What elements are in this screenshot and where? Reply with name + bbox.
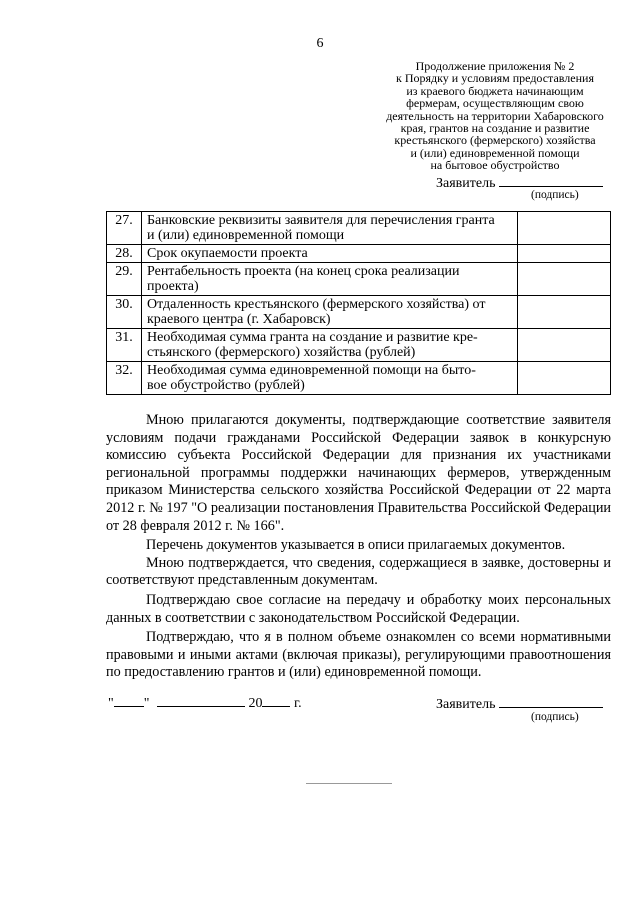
paragraph-acknowledgement: Подтверждаю, что я в полном объеме ознакомлен со всеми нормативными правовыми и иными актами (включая приказы), регулирующими правоотношения по предоставлению грантов и (или) единовременной помощи. <box>106 629 611 681</box>
day-field[interactable] <box>114 693 144 707</box>
row-value-cell[interactable] <box>518 245 611 263</box>
paragraph-documents: Мною прилагаются документы, подтверждающие соответствие заявителя условиям подачи гражданами Российской Федерации заявок в конкурсную комиссию субъекта Российской Федерации для признания их участниками региональной программы поддержки начинающих фермеров, утвержденным приказом Министерства сельского хозяйства Российской Федерации от 22 марта 2012 г. № 197 "О реализации постановления Правительства Российской Федерации от 28 февраля 2012 г. № 166". <box>106 412 611 534</box>
applicant-label: Заявитель <box>436 697 496 712</box>
signature-caption: (подпись) <box>531 189 579 201</box>
table-row <box>107 212 611 245</box>
row-number: 31. <box>107 329 142 362</box>
row-label: Срок окупаемости проекта <box>142 245 518 263</box>
applicant-signature-bottom <box>436 693 603 713</box>
year-field[interactable] <box>262 693 290 707</box>
appendix-line: и (или) единовременной помощи <box>410 145 580 160</box>
table-row <box>107 296 611 329</box>
row-value-cell[interactable] <box>518 212 611 245</box>
row-value-cell[interactable] <box>518 296 611 329</box>
signature-field[interactable] <box>499 172 603 187</box>
table-row <box>107 263 611 296</box>
date-line: " " 20 г. <box>108 693 302 712</box>
end-divider <box>306 783 392 784</box>
row-label: Необходимая сумма единовременной помощи на быто- вое обустройство (рублей) <box>142 362 518 395</box>
row-label: Отдаленность крестьянского (фермерского хозяйства) от краевого центра (г. Хабаровск) <box>142 296 518 329</box>
page-number: 6 <box>316 36 324 51</box>
table-row <box>107 362 611 395</box>
row-number: 29. <box>107 263 142 296</box>
row-value-cell[interactable] <box>518 263 611 296</box>
appendix-line: крестьянского (фермерского) хозяйства <box>394 133 596 148</box>
appendix-line: края, грантов на создание и развитие <box>400 121 590 136</box>
table-row <box>107 245 611 263</box>
row-label: Рентабельность проекта (на конец срока реализации проекта) <box>142 263 518 296</box>
row-label: Необходимая сумма гранта на создание и развитие кре- стьянского (фермерского) хозяйства (рублей) <box>142 329 518 362</box>
paragraph-accuracy: Мною подтверждается, что сведения, содержащиеся в заявке, достоверны и соответствуют представленным документам. <box>106 554 611 589</box>
appendix-line: Продолжение приложения № 2 <box>415 59 575 73</box>
row-number: 32. <box>107 362 142 395</box>
row-value-cell[interactable] <box>518 362 611 395</box>
appendix-header <box>370 60 620 172</box>
paragraph-inventory: Перечень документов указывается в описи прилагаемых документов. <box>146 537 566 554</box>
appendix-line: фермерам, осуществляющим свою <box>406 96 584 111</box>
row-label: Банковские реквизиты заявителя для перечисления гранта и (или) единовременной помощи <box>142 212 518 245</box>
row-number: 30. <box>107 296 142 329</box>
signature-field[interactable] <box>499 693 603 708</box>
appendix-line: деятельность на территории Хабаровского <box>386 108 604 123</box>
paragraph-consent: Подтверждаю свое согласие на передачу и обработку моих персональных данных в соответствии с законодательством Российской Федерации. <box>106 591 611 626</box>
requisites-table <box>106 211 611 395</box>
row-value-cell[interactable] <box>518 329 611 362</box>
applicant-label: Заявитель <box>436 176 496 191</box>
row-number: 28. <box>107 245 142 263</box>
month-field[interactable] <box>157 693 245 707</box>
declaration-text <box>106 412 611 682</box>
appendix-line: на бытовое обустройство <box>430 158 560 173</box>
signature-caption: (подпись) <box>531 711 579 723</box>
appendix-line: к Порядку и условиям предоставления <box>396 71 594 86</box>
row-number: 27. <box>107 212 142 245</box>
table-row <box>107 329 611 362</box>
appendix-line: из краевого бюджета начинающим <box>406 83 584 98</box>
